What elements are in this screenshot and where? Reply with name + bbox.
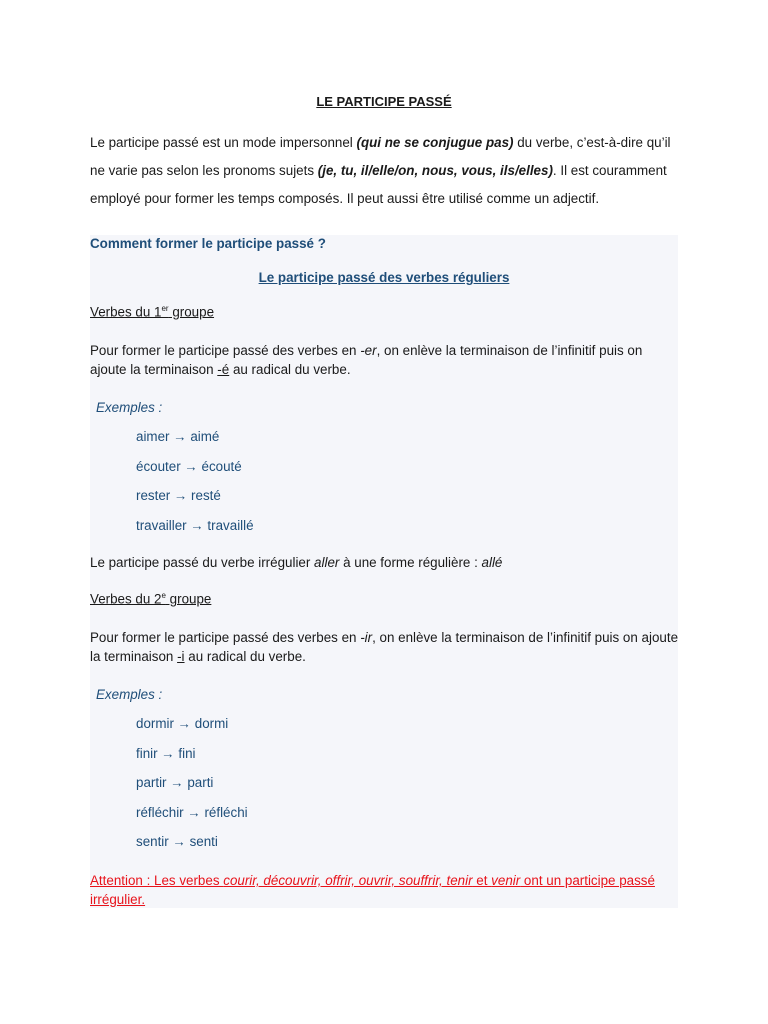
group2-heading: [90, 591, 211, 606]
group1-rule-text: , on enlève la terminaison de l’infinitif puis on ajoute la terminaison: [90, 343, 643, 377]
group2-heading-suffix: groupe: [165, 591, 212, 607]
group1-rule-new-ending: -é: [217, 362, 230, 377]
section-subtitle: Le participe passé des verbes réguliers: [258, 270, 510, 285]
group1-heading: [90, 304, 214, 319]
attention-text: Attention : Les verbes: [90, 873, 224, 888]
example-item: rester → resté: [136, 488, 221, 503]
group1-heading-suffix: groupe: [168, 304, 215, 320]
group1-heading-text: Verbes du 1: [90, 304, 162, 320]
attention-last-verb: venir: [491, 873, 521, 888]
attention-verbs: courir, découvrir, offrir, ouvrir, souffrir, tenir: [223, 873, 473, 888]
group1-note-text: Le participe passé du verbe irrégulier: [90, 555, 315, 570]
group1-note-text: à une forme régulière :: [339, 555, 482, 570]
attention-text: ont un participe passé irrégulier.: [90, 873, 655, 907]
example-item: travailler → travaillé: [136, 518, 254, 533]
group2-heading-text: Verbes du 2: [90, 591, 162, 607]
intro-pronouns: (je, tu, il/elle/on, nous, vous, ils/elles): [317, 163, 553, 178]
group1-rule: [90, 341, 682, 379]
group2-heading-sup: e: [161, 591, 166, 600]
intro-text: Le participe passé est un mode impersonnel: [90, 135, 357, 150]
intro-paragraph: [90, 129, 682, 213]
group2-rule-ending: -ir: [360, 630, 373, 645]
group2-examples-label: Exemples :: [96, 687, 163, 702]
group1-rule-ending: -er: [360, 343, 377, 358]
example-item: réfléchir → réfléchi: [136, 805, 248, 820]
example-item: aimer → aimé: [136, 429, 220, 444]
group1-rule-text: Pour former le participe passé des verbes en: [90, 343, 361, 358]
section-question: Comment former le participe passé ?: [90, 236, 326, 251]
group2-rule-new-ending: -i: [177, 649, 185, 664]
example-item: écouter → écouté: [136, 459, 242, 474]
group1-rule-text: au radical du verbe.: [229, 362, 351, 377]
group2-rule-text: Pour former le participe passé des verbes en: [90, 630, 361, 645]
page-title: LE PARTICIPE PASSÉ: [316, 94, 452, 109]
group1-note: [90, 555, 502, 570]
example-item: sentir → senti: [136, 834, 218, 849]
group2-rule-text: au radical du verbe.: [184, 649, 306, 664]
group1-examples-label: Exemples :: [96, 400, 163, 415]
attention-text: et: [472, 873, 492, 888]
group2-rule-text: , on enlève la terminaison de l’infinitif puis on ajoute la terminaison: [90, 630, 679, 664]
intro-text: . Il est couramment employé pour former les temps composés. Il peut aussi être utilisé comme un adjectif.: [90, 163, 667, 206]
example-item: dormir → dormi: [136, 716, 229, 731]
group2-rule: [90, 628, 682, 666]
intro-emphasis: (qui ne se conjugue pas): [356, 135, 514, 150]
attention-note: [90, 871, 682, 909]
example-item: finir → fini: [136, 746, 196, 761]
example-item: partir → parti: [136, 775, 214, 790]
group1-note-verb: aller: [314, 555, 340, 570]
group1-note-form: allé: [481, 555, 503, 570]
group1-heading-sup: er: [161, 304, 169, 313]
intro-text: du verbe, c’est-à-dire qu’il ne varie pas selon les pronoms sujets: [90, 135, 671, 178]
